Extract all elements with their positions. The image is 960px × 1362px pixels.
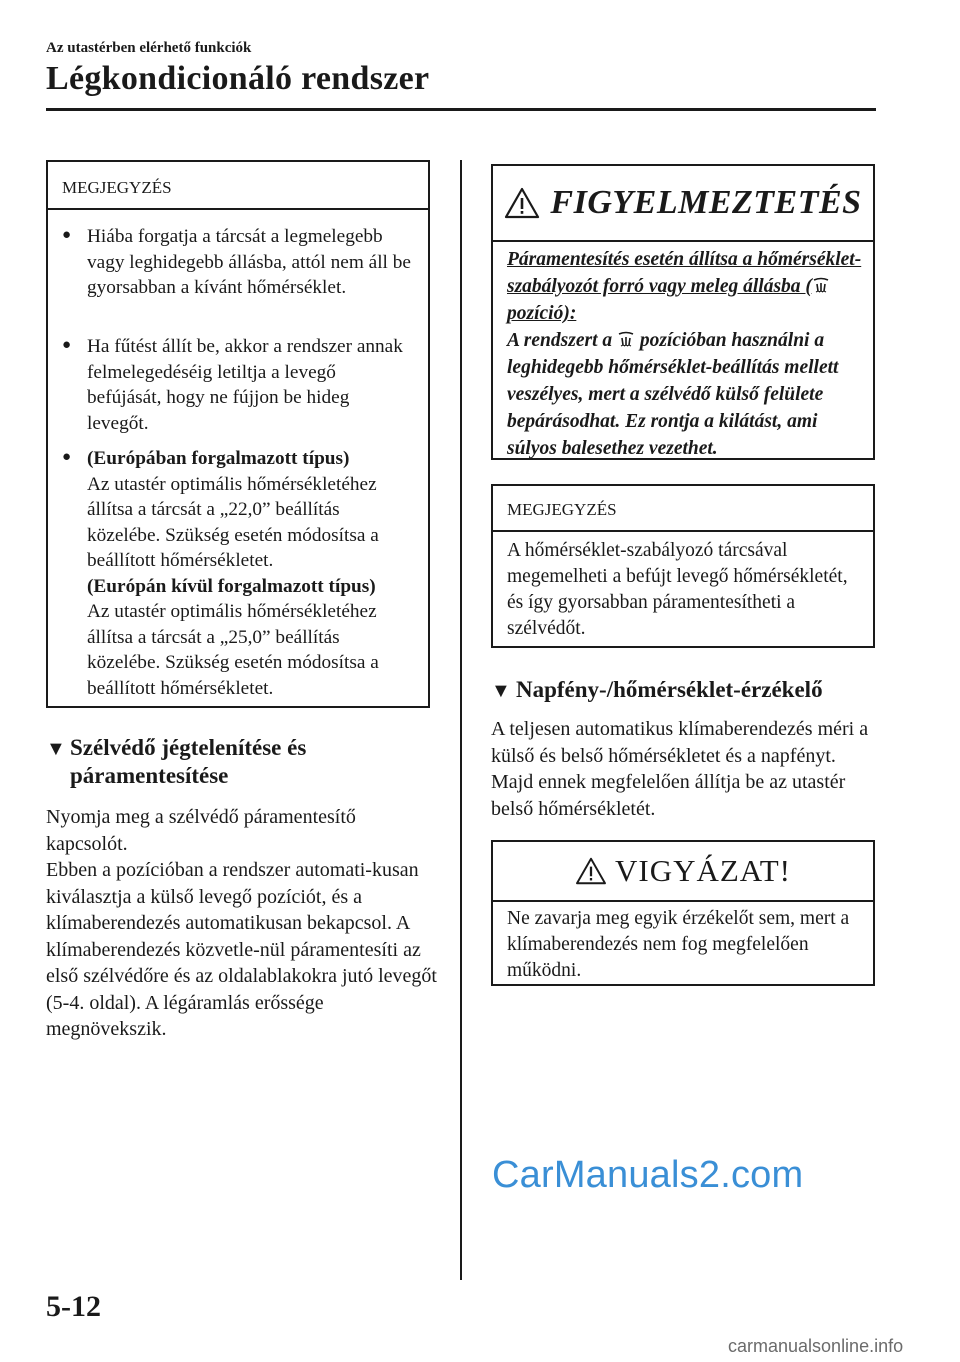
note-eu-title: (Európában forgalmazott típus): [87, 448, 350, 469]
note-item-text: Ha fűtést állít be, akkor a rendszer annak felmelegedéséig letiltja a levegő befújását, hogy ne fújjon be hideg levegőt.: [87, 336, 403, 434]
header-rule: [46, 108, 876, 111]
section-heading-defrost: Szélvédő jégtelenítése és páramentesítése: [70, 735, 307, 788]
note-box-temperature: [46, 160, 430, 708]
note-item-text: Hiába forgatja a tárcsát a legmelegebb vagy leghidegebb állásba, attól nem áll be gyorsabban a kívánt hőmérséklet.: [87, 226, 411, 298]
defrost-paragraph-1: Nyomja meg a szélvédő páramentesítő kapcsolót.: [46, 806, 356, 855]
windshield-defrost-icon: [617, 330, 635, 348]
page-number: 5-12: [46, 1290, 101, 1323]
caution-text: Ne zavarja meg egyik érzékelőt sem, mert a klímaberendezés nem fog megfelelően működni.: [507, 908, 850, 981]
note-non-eu-text: Az utastér optimális hőmérsékletéhez állítsa a tárcsát a „25,0” beállítás közelébe. Szükség esetén módosítsa a beállított hőmérsékletet.: [87, 601, 379, 699]
warning-lead-2: pozíció):: [507, 303, 577, 324]
defrost-paragraph-2: Ebben a pozícióban a rendszer automati-kusan kiválasztja a külső levegő pozíciót, és a klímaberendezés automatikusan bekapcsol. A klímaberendezés közvetle-nül páramentesíti az első szélvédőre és az oldalablakokra jutó levegőt (5-4. oldal). A légáramlás erőssége megnövekszik.: [46, 859, 437, 1040]
warning-lead-1: Páramentesítés esetén állítsa a hőmérséklet-szabályozót forró vagy meleg állásba (: [507, 249, 862, 297]
section-subtitle: Az utastérben elérhető funkciók: [46, 40, 252, 56]
warning-triangle-icon: [504, 187, 540, 219]
note-item-3: [62, 446, 412, 701]
note-item-content: [87, 446, 412, 701]
note-item-2: [62, 334, 412, 436]
warning-title: FIGYELMEZTETÉS: [550, 184, 862, 221]
bullet-icon: ●: [62, 337, 72, 353]
note-heading: MEGJEGYZÉS: [48, 162, 428, 210]
note-heading: MEGJEGYZÉS: [493, 486, 873, 532]
warning-text-2: pozícióban használni a leghidegebb hőmérséklet-beállítás mellett veszélyes, mert a szélvédő külső felülete bepárásodhat. Ez rontja a kilátást, ami súlyos balesethez vezethet.: [507, 330, 839, 459]
note-box-defrost: [491, 484, 875, 648]
windshield-defrost-icon: [812, 276, 830, 294]
page-title: Légkondicionáló rendszer: [46, 60, 430, 97]
triangle-down-icon: ▼: [491, 680, 511, 702]
warning-header: [493, 166, 873, 242]
note-eu-text: Az utastér optimális hőmérsékletéhez állítsa a tárcsát a „22,0” beállítás közelébe. Szükség esetén módosítsa a beállított hőmérsékletet.: [87, 473, 379, 571]
caution-header: [493, 842, 873, 902]
note-text: A hőmérséklet-szabályozó tárcsával megemelheti a befújt levegő hőmérsékletét, és így gyorsabban páramentesítheti a szélvédőt.: [507, 540, 848, 639]
bullet-icon: ●: [62, 449, 72, 465]
warning-text-1: A rendszert a: [507, 330, 617, 351]
warning-triangle-icon: [575, 857, 607, 885]
bullet-icon: ●: [62, 227, 72, 243]
note-non-eu-title: (Európán kívül forgalmazott típus): [87, 575, 376, 597]
column-divider: [460, 160, 462, 1280]
caution-title: VIGYÁZAT!: [614, 853, 792, 888]
footer-site-link[interactable]: carmanualsonline.info: [728, 1336, 904, 1356]
caution-box: [491, 840, 875, 986]
triangle-down-icon: ▼: [46, 738, 66, 760]
warning-body: [507, 246, 867, 462]
note-item-1: [62, 224, 412, 301]
watermark: CarManuals2.com: [492, 1154, 804, 1196]
section-heading-sensor: Napfény-/hőmérséklet-érzékelő: [516, 677, 823, 702]
warning-box: [491, 164, 875, 460]
sensor-paragraph: A teljesen automatikus klímaberendezés méri a külső és belső hőmérsékletet és a napfényt. Majd ennek megfelelően állítja be az utastér belső hőmérsékletét.: [491, 718, 869, 820]
